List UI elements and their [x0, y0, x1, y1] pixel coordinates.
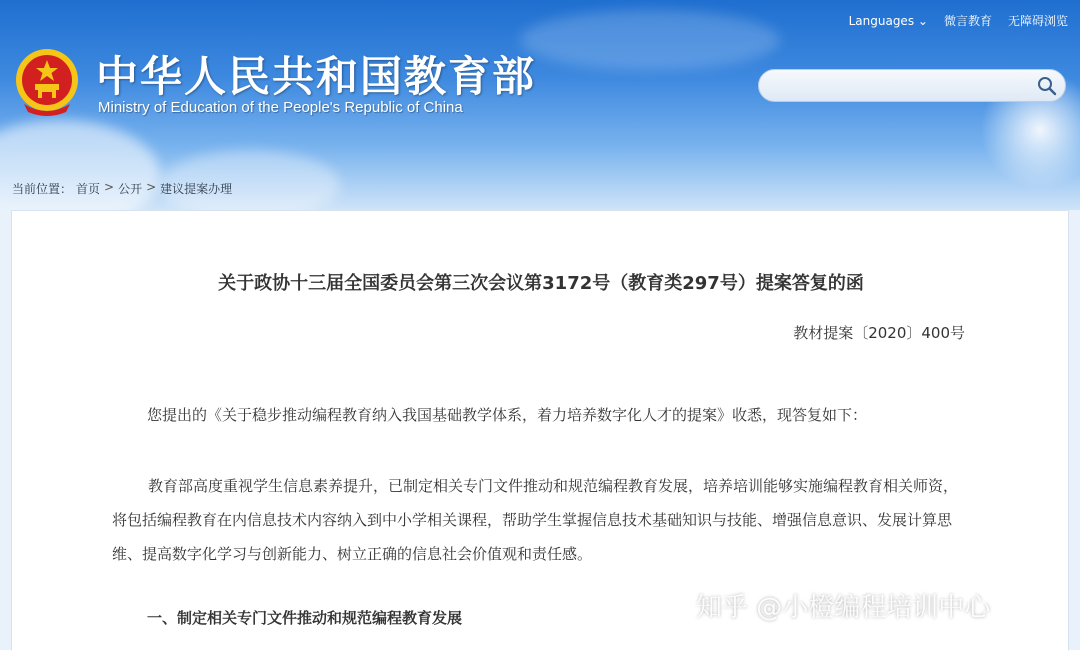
breadcrumb-separator: >	[104, 180, 115, 194]
breadcrumb	[12, 180, 232, 197]
cloud-decoration	[520, 10, 780, 70]
breadcrumb-item-proposals[interactable]: 建议提案办理	[160, 182, 233, 196]
watermark: 知乎 @小橙编程培训中心	[696, 593, 991, 623]
breadcrumb-item-home[interactable]: 首页	[76, 182, 101, 196]
search-box	[758, 69, 1066, 102]
languages-label: Languages	[848, 13, 915, 28]
site-header	[0, 0, 1080, 210]
national-emblem-icon	[14, 46, 80, 116]
breadcrumb-separator: >	[146, 180, 157, 194]
breadcrumb-label: 当前位置：	[12, 182, 73, 196]
top-nav	[849, 12, 1068, 29]
document-number: 教材提案〔2020〕400号	[793, 324, 965, 342]
paragraph-intro: 您提出的《关于稳步推动编程教育纳入我国基础教学体系，着力培养数字化人才的提案》收悉，现答复如下：	[147, 406, 868, 424]
wechat-link[interactable]: 微言教育	[943, 14, 992, 28]
paragraph-body: 教育部高度重视学生信息素养提升，已制定相关专门文件推动和规范编程教育发展，培养培训能够实施编程教育相关师资，将包括编程教育在内信息技术内容纳入到中小学相关课程，帮助学生掌握信息技术基础知识与技能、增强信息意识、发展计算思维、提高数字化学习与创新能力、树立正确的信息社会价值观和责任感。	[112, 477, 959, 563]
site-title-english: Ministry of Education of the People's Republic of China	[98, 99, 463, 116]
breadcrumb-item-public[interactable]: 公开	[118, 182, 143, 196]
document-panel	[11, 210, 1069, 650]
document-title: 关于政协十三届全国委员会第三次会议第3172号（教育类297号）提案答复的函	[218, 273, 864, 294]
site-title-chinese: 中华人民共和国教育部	[96, 52, 537, 101]
chevron-down-icon: ⌄	[917, 13, 928, 28]
section-heading: 一、制定相关专门文件推动和规范编程教育发展	[147, 609, 463, 627]
accessibility-link[interactable]: 无障碍浏览	[1007, 14, 1068, 28]
search-input[interactable]	[773, 76, 1023, 96]
languages-link[interactable]	[849, 14, 928, 28]
search-icon[interactable]	[1037, 76, 1057, 96]
